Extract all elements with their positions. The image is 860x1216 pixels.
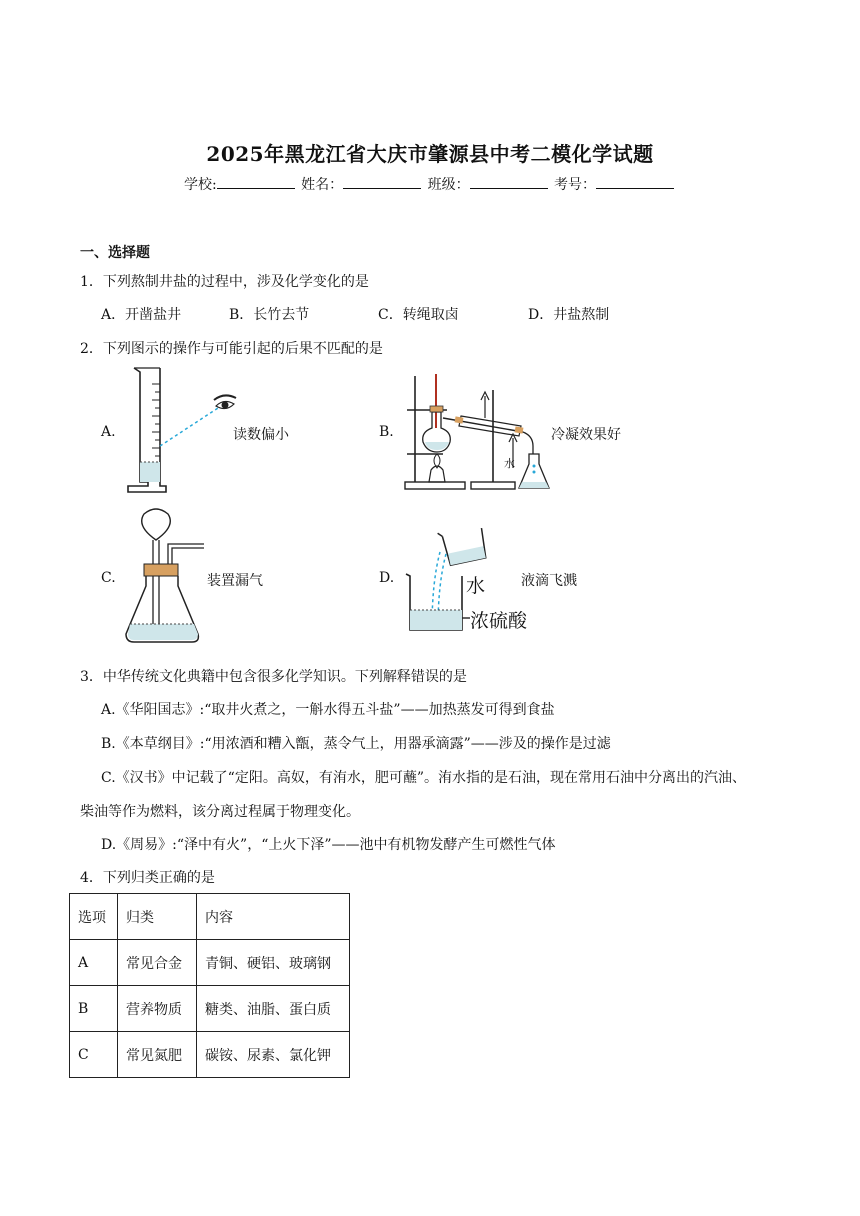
table-row <box>70 986 350 1032</box>
graduated-cylinder-figure <box>120 362 240 497</box>
q2-option-c-caption: 装置漏气 <box>207 573 263 589</box>
table-header-cell: 选项 <box>70 894 118 940</box>
distillation-apparatus-figure <box>403 370 553 495</box>
q1-option-c[interactable]: C．转绳取卤 <box>378 307 459 323</box>
page-title: 2025年黑龙江省大庆市肇源县中考二模化学试题 <box>206 142 654 166</box>
q1-option-d[interactable]: D．井盐熬制 <box>528 307 610 323</box>
q2-option-b-caption: 冷凝效果好 <box>551 427 621 443</box>
table-cell: 青铜、硬铝、玻璃钢 <box>197 940 350 986</box>
class-field[interactable] <box>470 174 548 189</box>
name-field[interactable] <box>343 174 421 189</box>
q1-stem: 1．下列熬制井盐的过程中，涉及化学变化的是 <box>80 274 369 290</box>
q2-option-d-acid-label: 浓硫酸 <box>470 610 528 632</box>
q1-option-b[interactable]: B．长竹去节 <box>229 307 310 323</box>
q3-option-d[interactable]: D.《周易》:“泽中有火”，“上火下泽”——池中有机物发酵产生可燃性气体 <box>101 837 556 853</box>
eye-icon <box>214 395 236 408</box>
classification-table <box>69 893 350 1078</box>
q2-option-a-caption: 读数偏小 <box>233 427 289 443</box>
exam-no-field[interactable] <box>596 174 674 189</box>
student-info-line <box>0 174 860 194</box>
q3-option-c-line1[interactable]: C.《汉书》中记载了“定阳。高奴，有洧水，肥可蘸”。洧水指的是石油，现在常用石油中分离出的汽油、 <box>101 770 746 786</box>
table-cell: 常见合金 <box>118 940 197 986</box>
q2-option-b-letter[interactable]: B. <box>379 424 394 440</box>
q2-option-d-letter[interactable]: D. <box>379 570 395 586</box>
q2-option-d-caption: 液滴飞溅 <box>521 573 577 589</box>
class-label: 班级： <box>427 177 470 193</box>
table-cell: C <box>70 1032 118 1078</box>
q2-option-b-water-label: 水 <box>504 457 515 470</box>
q4-stem: 4．下列归类正确的是 <box>80 870 215 886</box>
table-cell: 糖类、油脂、蛋白质 <box>197 986 350 1032</box>
table-cell: A <box>70 940 118 986</box>
table-cell: 营养物质 <box>118 986 197 1032</box>
q2-option-d-water-label: 水 <box>466 575 486 597</box>
q2-option-a-letter[interactable]: A. <box>101 424 116 440</box>
table-header-cell: 归类 <box>118 894 197 940</box>
table-cell: 常见氮肥 <box>118 1032 197 1078</box>
school-field[interactable] <box>217 174 295 189</box>
table-cell: 碳铵、尿素、氯化钾 <box>197 1032 350 1078</box>
table-row <box>70 940 350 986</box>
table-header-row <box>70 894 350 940</box>
q3-option-c-line2: 柴油等作为燃料，该分离过程属于物理变化。 <box>80 804 360 820</box>
name-label: 姓名： <box>301 177 344 193</box>
q2-option-c-letter[interactable]: C. <box>101 570 116 586</box>
q1-option-a[interactable]: A．开凿盐井 <box>101 307 182 323</box>
q3-option-a[interactable]: A.《华阳国志》:“取井火煮之，一斛水得五斗盐”——加热蒸发可得到食盐 <box>101 702 555 718</box>
table-header-cell: 内容 <box>197 894 350 940</box>
q2-stem: 2．下列图示的操作与可能引起的后果不匹配的是 <box>80 341 383 357</box>
school-label: 学校: <box>183 177 217 193</box>
section-heading: 一、选择题 <box>80 245 150 261</box>
table-row <box>70 1032 350 1078</box>
q3-stem: 3．中华传统文化典籍中包含很多化学知识。下列解释错误的是 <box>80 669 467 685</box>
table-cell: B <box>70 986 118 1032</box>
q3-option-b[interactable]: B.《本草纲目》:“用浓酒和糟入甑，蒸令气上，用器承滴露”——涉及的操作是过滤 <box>101 736 611 752</box>
exam-no-label: 考号： <box>554 177 597 193</box>
